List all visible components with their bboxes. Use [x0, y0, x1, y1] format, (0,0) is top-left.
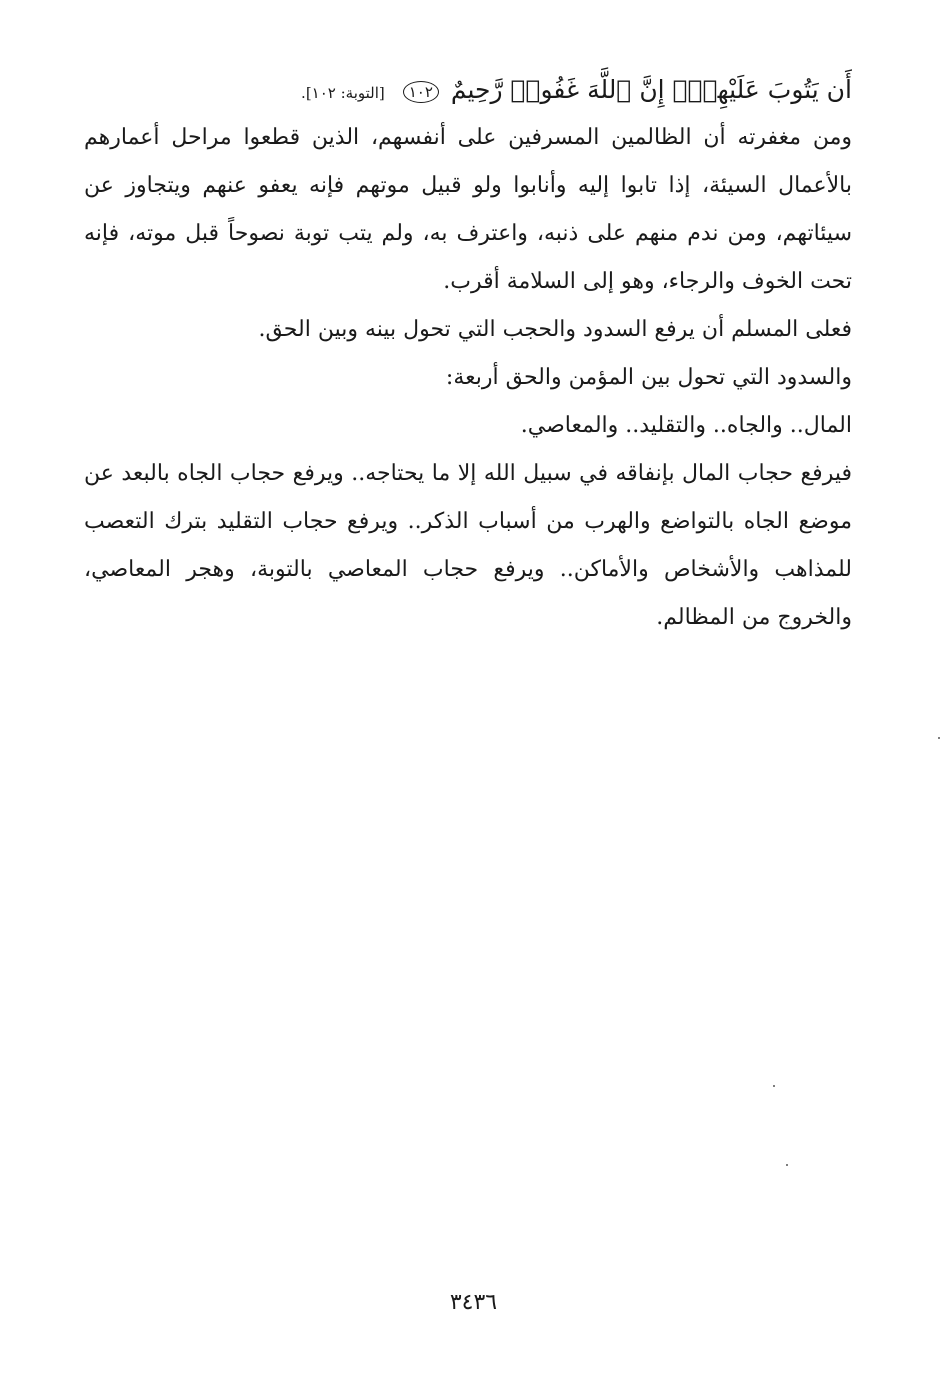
quran-verse-line — [84, 66, 852, 114]
scan-speck — [773, 1085, 775, 1087]
verse-reference: [التوبة: ١٠٢]. — [301, 84, 385, 102]
paragraph-barriers-intro: فعلى المسلم أن يرفع السدود والحجب التي تحول بينه وبين الحق. — [258, 317, 852, 342]
scan-speck — [786, 1164, 788, 1166]
verse-number-marker: ١٠٢ — [403, 81, 439, 103]
scan-speck — [938, 737, 940, 739]
paragraph-forgiveness: ومن مغفرته أن الظالمين المسرفين على أنفسهم، الذين قطعوا مراحل أعمارهم بالأعمال السيئة، إذا تابوا إليه وأنابوا ولو قبيل موتهم فإنه يعفو عنهم ويتجاوز عن سيئاتهم، ومن ندم منهم على ذنبه، واعترف به، ولم يتب توبة نصوحاً قبل موته، فإنه تحت الخوف والرجاء، وهو إلى السلامة أقرب. — [84, 125, 852, 294]
page-number: ٣٤٣٦ — [449, 1290, 498, 1315]
paragraph-barriers-list: المال.. والجاه.. والتقليد.. والمعاصي. — [520, 413, 852, 438]
text-block — [84, 66, 852, 642]
paragraph-barriers-count: والسدود التي تحول بين المؤمن والحق أربعة: — [445, 365, 852, 390]
paragraph-removing-barriers: فيرفع حجاب المال بإنفاقه في سبيل الله إلا ما يحتاجه.. ويرفع حجاب الجاه بالبعد عن موضع الجاه بالتواضع والهرب من أسباب الذكر.. ويرفع حجاب التقليد بترك التعصب للمذاهب والأشخاص والأماكن.. ويرفع حجاب المعاصي بالتوبة، وهجر المعاصي، والخروج من المظالم. — [84, 461, 852, 630]
verse-text: أَن يَتُوبَ عَلَيْهِمْۚ إِنَّ ٱللَّهَ غَفُورٞ رَّحِيمٌ — [450, 75, 852, 104]
